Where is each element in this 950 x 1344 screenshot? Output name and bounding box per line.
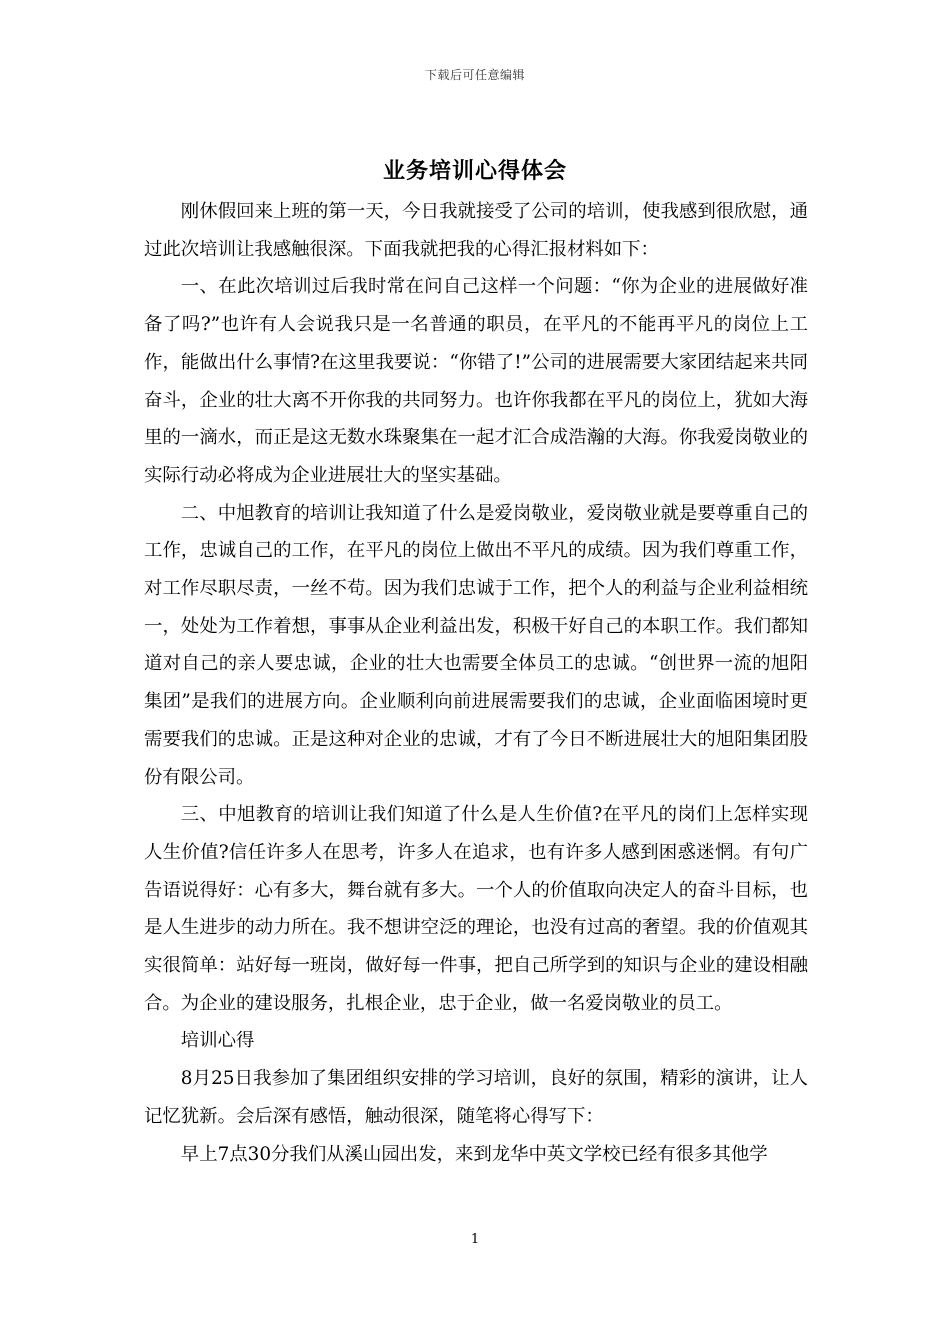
paragraph-august-training: 8月25日我参加了集团组织安排的学习培训，良好的氛围，精彩的演讲，让人记忆犹新。会后深有感悟，触动很深，随笔将心得写下： bbox=[144, 1068, 808, 1127]
paragraph-point-three: 三、中旭教育的培训让我们知道了什么是人生价值?在平凡的岗们上怎样实现人生价值?信任许多人在思考，许多人在追求，也有许多人感到困惑迷惘。有句广告语说得好：心有多大，舞台就有多大。一个人的价值取向决定人的奋斗目标，也是人生进步的动力所在。我不想讲空泛的理论，也没有过高的奢望。我的价值观其实很简单：站好每一班岗，做好每一件事，把自己所学到的知识与企业的建设相融合。为企业的建设服务，扎根企业，忠于企业，做一名爱岗敬业的员工。 bbox=[144, 804, 808, 1014]
document-title: 业务培训心得体会 bbox=[382, 158, 567, 184]
document-body bbox=[144, 193, 808, 1173]
paragraph-morning-departure: 早上7点30分我们从溪山园出发，来到龙华中英文学校已经有很多其他学 bbox=[180, 1143, 768, 1165]
paragraph-point-two: 二、中旭教育的培训让我知道了什么是爱岗敬业，爱岗敬业就是要尊重自己的工作，忠诚自己的工作，在平凡的岗位上做出不平凡的成绩。因为我们尊重工作，对工作尽职尽责，一丝不苟。因为我们忠诚于工作，把个人的利益与企业利益相统一，处处为工作着想，事事从企业利益出发，积极干好自己的本职工作。我们都知道对自己的亲人要忠诚，企业的壮大也需要全体员工的忠诚。“创世界一流的旭阳集团”是我们的进展方向。企业顺利向前进展需要我们的忠诚，企业面临困境时更需要我们的忠诚。正是这种对企业的忠诚，才有了今日不断进展壮大的旭阳集团股份有限公司。 bbox=[144, 502, 808, 788]
page-number: 1 bbox=[470, 1232, 480, 1247]
paragraph-intro: 刚休假回来上班的第一天，今日我就接受了公司的培训，使我感到很欣慰，通过此次培训让我感触很深。下面我就把我的心得汇报材料如下： bbox=[144, 201, 808, 260]
paragraph-point-one: 一、在此次培训过后我时常在问自己这样一个问题：“你为企业的进展做好准备了吗?”也许有人会说我只是一名普通的职员，在平凡的不能再平凡的岗位上工作，能做出什么事情?在这里我要说：“你错了!”公司的进展需要大家团结起来共同奋斗，企业的壮大离不开你我的共同努力。也许你我都在平凡的岗位上，犹如大海里的一滴水，而正是这无数水珠聚集在一起才汇合成浩瀚的大海。你我爱岗敬业的实际行动必将成为企业进展壮大的坚实基础。 bbox=[144, 276, 808, 486]
header-note: 下载后可任意编辑 bbox=[424, 68, 525, 82]
section-heading-training-notes: 培训心得 bbox=[180, 1030, 255, 1052]
